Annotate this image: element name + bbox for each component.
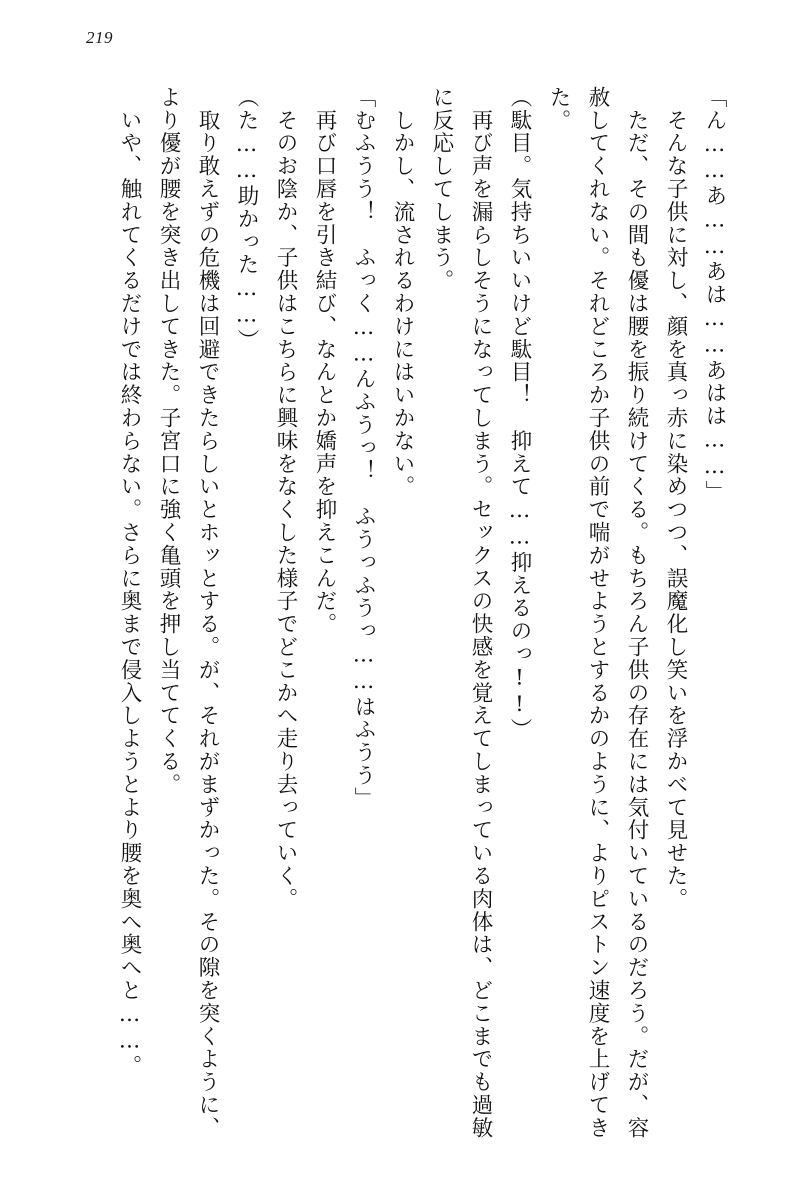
paragraph: 取り敢えずの危機は回避できたらしいとホッとする。が、それがまずかった。その隙を突くように、より優が腰を突き出してきた。子宮口に強く亀頭を押し当ててくる。 <box>156 86 220 1140</box>
page-number: 219 <box>86 28 113 47</box>
body-text <box>56 86 734 1161</box>
paragraph: （た……助かった……） <box>234 86 259 352</box>
paragraph: いや、触れてくるだけでは終わらない。さらに奥まで侵入しようとより腰を奥へ奥へと……。 <box>117 86 142 1078</box>
paragraph: そのお陰か、子供はこちらに興味をなくした様子でどこかへ走り去っていく。 <box>273 86 298 911</box>
paragraph: しかし、流されるわけにはいかない。 <box>390 86 415 499</box>
paragraph: ただ、その間も優は腰を振り続けてくる。もちろん子供の存在には気付いているのだろう。だが、容赦してくれない。それどころか子供の前で喘がせようとするかのように、よりピストン速度を上げてきた。 <box>546 86 649 1140</box>
paragraph: そんな子供に対し、顔を真っ赤に染めつつ、誤魔化し笑いを浮かべて見せた。 <box>663 86 688 911</box>
paragraph: 「むふうう！ ふっく……んふうっ！ ふうっふうっ……はふうう」 <box>351 86 376 810</box>
paragraph: 「ん……あ……あは……あはは……」 <box>702 86 727 504</box>
paragraph: （駄目。気持ちいいけど駄目！ 抑えて……抑えるのっ!!） <box>507 86 532 742</box>
paragraph: 再び声を漏らしそうになってしまう。セックスの快感を覚えてしまっている肉体は、どこまでも過敏に反応してしまう。 <box>429 86 493 1140</box>
paragraph: 再び口唇を引き結び、なんとか嬌声を抑えこんだ。 <box>312 86 337 636</box>
